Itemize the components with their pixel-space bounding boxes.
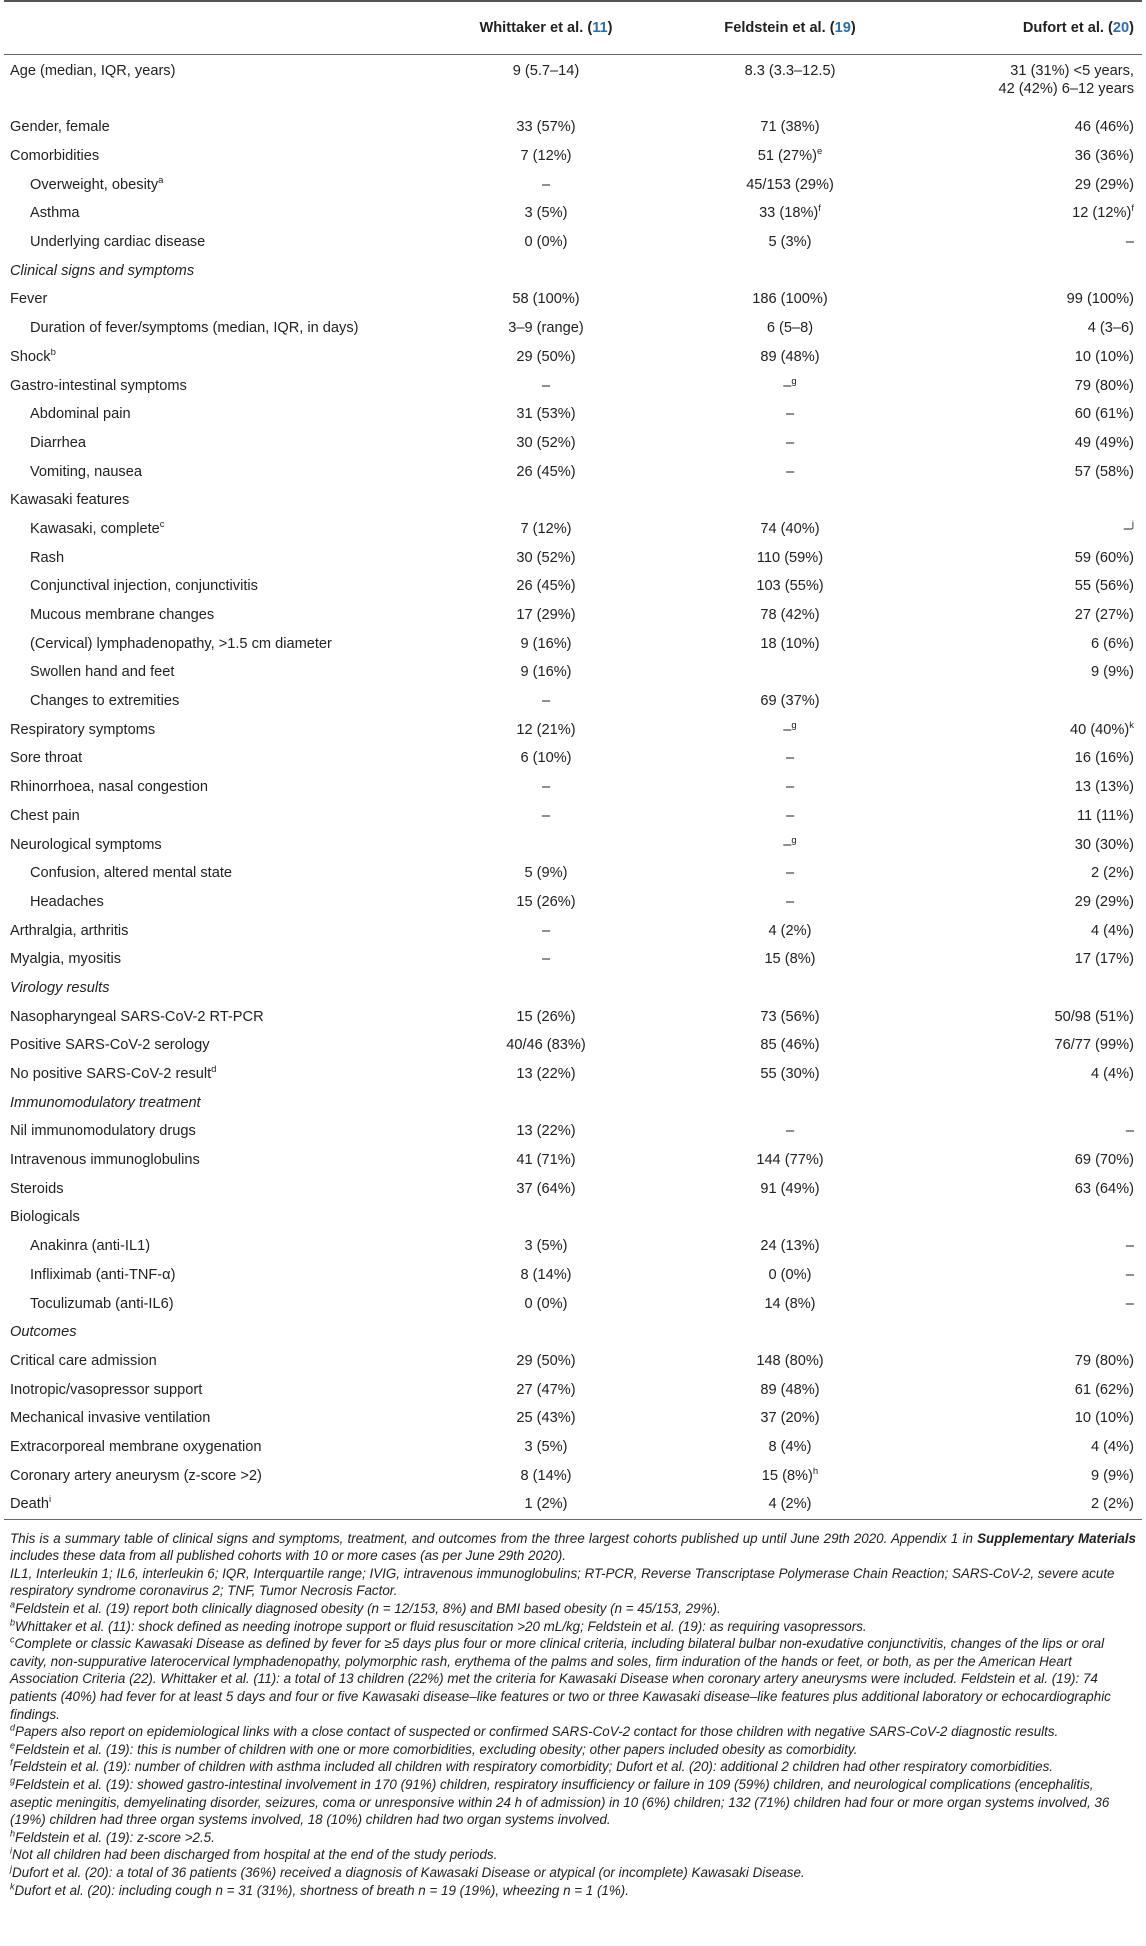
footnote-marker: g <box>791 834 797 846</box>
cell-dufort: – <box>1125 1123 1134 1140</box>
cell-feldstein: 103 (55%) <box>756 578 824 595</box>
table-row <box>4 228 1142 257</box>
row-label: Changes to extremities <box>30 693 180 710</box>
table-row <box>4 515 1142 544</box>
cell-whittaker: 41 (71%) <box>516 1152 576 1169</box>
footnote-marker: f <box>1131 203 1134 215</box>
row-label: Kawasaki features <box>10 492 130 509</box>
cell-dufort: 4 (4%) <box>1091 922 1134 939</box>
row-label: Sore throat <box>10 750 83 767</box>
table-row <box>4 1060 1142 1089</box>
cell-dufort: 61 (62%) <box>1074 1381 1134 1398</box>
cell-whittaker: 30 (52%) <box>516 549 576 566</box>
cell-feldstein: – <box>785 463 795 480</box>
row-label: Inotropic/vasopressor support <box>10 1381 203 1398</box>
cell-feldstein: – <box>785 865 795 882</box>
cell-feldstein: 24 (13%) <box>760 1238 820 1255</box>
cell-dufort: 4 (3–6) <box>1087 320 1134 337</box>
cell-feldstein: 8.3 (3.3–12.5) <box>744 63 836 79</box>
table-row <box>4 314 1142 343</box>
header-whittaker: Whittaker et al. (11) <box>424 1 668 55</box>
cell-dufort: 63 (64%) <box>1074 1180 1134 1197</box>
footnote-marker: g <box>791 719 797 731</box>
cell-whittaker: 3–9 (range) <box>508 320 584 337</box>
header-empty <box>4 1 424 55</box>
cell-dufort <box>912 687 1142 716</box>
cell-feldstein: 6 (5–8) <box>766 320 814 337</box>
row-label: Gastro-intestinal symptoms <box>10 377 187 394</box>
cell-dufort: 40 $(40\%)^k$ <box>1070 719 1134 738</box>
cell-whittaker: 58 (100%) <box>512 291 580 308</box>
footnote: $^a$Feldstein et al. (19) report both clinically diagnosed obesity (n = 12/153, 8%) and BMI based obesity (n = 45/153, 29%). <box>10 1599 721 1617</box>
cell-dufort: – <box>1125 234 1134 251</box>
cell-feldstein: 45/153 (29%) <box>746 176 834 193</box>
cell-feldstein: 78 (42%) <box>760 607 820 624</box>
cell-dufort <box>912 1203 1142 1232</box>
cell-dufort: 36 (36%) <box>1074 148 1134 165</box>
footnote: $^e$Feldstein et al. (19): this is number of children with one or more comorbidities, excluding obesity; other papers included obesity as comorbidity. <box>10 1740 858 1757</box>
cell-whittaker: 26 (45%) <box>516 463 576 480</box>
section-heading: Virology results <box>10 979 110 996</box>
table-row <box>4 629 1142 658</box>
row-label: Steroids <box>10 1180 64 1197</box>
cell-feldstein: – <box>785 406 795 423</box>
header-dufort: Dufort et al. (20) <box>912 1 1142 55</box>
ref-link[interactable]: 20 <box>1112 20 1130 36</box>
cell-dufort: 99 (100%) <box>1066 291 1134 308</box>
section-heading: Outcomes <box>10 1324 77 1341</box>
row-label: Arthralgia, arthritis <box>10 922 129 939</box>
cell-dufort: 4 (4%) <box>1091 1066 1134 1083</box>
footnote: $^d$Papers also report on epidemiological links with a close contact of suspected or confirmed SARS-CoV-2 contact for those children with negative SARS-CoV-2 diagnostic results. <box>10 1722 1059 1740</box>
cell-dufort: 50/98 (51%) <box>1054 1008 1134 1025</box>
cell-dufort: 10 (10%) <box>1074 348 1134 365</box>
footnote: $^g$Feldstein et al. (19): showed gastro-intestinal involvement in 170 (91%) children, respiratory insufficiency or failure in 109 (59%) children, and neurological complications (encephalitis, aseptic meningitis, demyelinating disorder, seizures, coma or unresponsive within 24 h of admission) in 10 (6%) children; 132 (71%) children had four or more organ systems involved, 36 (19%) children had three organ systems involved, 18 (10%) children had two organ systems involved. <box>10 1775 1110 1828</box>
footnote: $^k$Dufort et al. (20): including cough n = 31 (31%), shortness of breath n = 19 (19%), wheezing n = 1 (1%). <box>10 1881 629 1898</box>
row-label: Rhinorrhoea, nasal congestion <box>10 779 208 796</box>
row-label: Abdominal pain <box>30 406 131 423</box>
cell-feldstein <box>668 974 912 1003</box>
cell-whittaker: 0 (0%) <box>524 234 568 251</box>
table-row <box>4 1203 1142 1232</box>
cell-whittaker: – <box>541 176 551 193</box>
footnote: $^f$Feldstein et al. (19): number of children with asthma included all children with respiratory comorbidity; Dufort et al. (20): additional 2 children had other respiratory comorbidities. <box>10 1757 1054 1775</box>
cell-dufort: 49 (49%) <box>1074 434 1134 451</box>
footnote-marker: h <box>812 1465 819 1477</box>
cell-feldstein: – <box>785 807 795 824</box>
cell-dufort: 6 (6%) <box>1091 635 1134 652</box>
cell-feldstein: 0 (0%) <box>768 1266 812 1283</box>
cell-whittaker: 33 (57%) <box>516 119 576 136</box>
cell-dufort <box>912 1318 1142 1347</box>
cell-feldstein: 4 (2%) <box>768 922 812 939</box>
table-row <box>4 1347 1142 1376</box>
cell-feldstein: 55 (30%) <box>760 1066 820 1083</box>
row-label: Intravenous immunoglobulins <box>10 1152 200 1169</box>
cell-feldstein: 69 (37%) <box>760 693 820 710</box>
cell-dufort: – <box>1125 1266 1134 1283</box>
footnote-marker: b <box>50 346 56 358</box>
cell-dufort: 46 (46%) <box>1074 119 1134 136</box>
cell-feldstein: 37 (20%) <box>760 1410 820 1427</box>
cell-feldstein: 33 $(18\%)^f$ <box>759 203 821 222</box>
cell-dufort: 2 (2%) <box>1091 865 1134 882</box>
cell-feldstein: 51 $(27\%)^e$ <box>757 146 823 165</box>
footnote: $^c$Complete or classic Kawasaki Disease as defined by fever for ≥5 days plus four or more clinical criteria, including bilateral bulbar non-exudative conjunctivitis, changes of the lips or oral cavity, non-suppurative laterocervical lymphadenopathy, polymorphic rash, erythema of the palms and soles, firm induration of the hands or feet, or both, as per the American Heart Association Criteria (22). Whittaker et al. (11): a total of 13 children (22%) met the criteria for Kawasaki Disease when coronary artery aneurysms were included. Feldstein et al. (19): 74 patients (40%) had fever for at least 5 days and four or five Kawasaki disease–like features or two or three Kawasaki disease–like features plus additional laboratory or echocardiographic findings. <box>10 1634 1111 1722</box>
footnote: $^h$Feldstein et al. (19): z-score >2.5. <box>10 1828 215 1845</box>
cell-feldstein: – <box>785 893 795 910</box>
row-label: Confusion, altered mental state <box>30 865 232 882</box>
table-row <box>4 1031 1142 1060</box>
row-label: Overweight, obesity$^a$ <box>30 174 164 193</box>
table-row <box>4 1490 1142 1519</box>
footnote-marker: j <box>1131 519 1134 531</box>
cell-dufort: 2 (2%) <box>912 1490 1142 1519</box>
cell-whittaker: 7 (12%) <box>520 148 572 165</box>
table-row <box>4 256 1142 285</box>
cell-dufort: 29 (29%) <box>1074 176 1134 193</box>
cell-whittaker: 31 (53%) <box>516 406 576 423</box>
row-label: Anakinra (anti-IL1) <box>30 1238 151 1255</box>
cell-dufort: 17 (17%) <box>1074 951 1134 968</box>
table-row <box>4 572 1142 601</box>
footnote-marker: a <box>158 174 164 186</box>
table-body <box>4 55 1142 1520</box>
table-row <box>4 1146 1142 1175</box>
table-row <box>4 802 1142 831</box>
cell-feldstein: 144 (77%) <box>756 1152 824 1169</box>
cell-dufort <box>912 256 1142 285</box>
cell-whittaker: 5 (9%) <box>524 865 568 882</box>
cell-whittaker: 13 (22%) <box>516 1066 576 1083</box>
cell-whittaker: 8 (14%) <box>520 1266 572 1283</box>
cell-whittaker: 15 (26%) <box>516 893 576 910</box>
row-label: (Cervical) lymphadenopathy, >1.5 cm diameter <box>30 635 332 652</box>
footnote-marker: e <box>816 146 823 158</box>
cell-whittaker <box>424 1318 668 1347</box>
row-label: Headaches <box>30 893 104 910</box>
table-row <box>4 543 1142 572</box>
row-label: Critical care admission <box>10 1352 157 1369</box>
cell-whittaker: 26 (45%) <box>516 578 576 595</box>
cell-feldstein <box>668 1318 912 1347</box>
cell-dufort <box>912 486 1142 515</box>
cell-whittaker <box>424 1203 668 1232</box>
footnotes-list <box>10 1600 1136 1899</box>
row-label: Mucous membrane changes <box>30 607 215 624</box>
footnote: $^i$Not all children had been discharged from hospital at the end of the study periods. <box>10 1845 498 1863</box>
abbreviations-note: IL1, Interleukin 1; IL6, interleukin 6; IQR, Interquartile range; IVIG, intravenous immunoglobulins; RT-PCR, Reverse Transcriptase Polymerase Chain Reaction; SARS-CoV-2, severe acute respiratory syndrome coronavirus 2; TNF, Tumor Necrosis Factor. <box>10 1565 1115 1599</box>
row-label: Neurological symptoms <box>10 836 162 853</box>
table-row <box>4 371 1142 400</box>
cell-whittaker: 25 (43%) <box>516 1410 576 1427</box>
cell-whittaker <box>424 486 668 515</box>
cell-feldstein: – <box>785 750 795 767</box>
table-row <box>4 1232 1142 1261</box>
table-row <box>4 1289 1142 1318</box>
table-row <box>4 773 1142 802</box>
table-row <box>4 486 1142 515</box>
cell-whittaker: 27 (47%) <box>516 1381 576 1398</box>
cell-feldstein: 89 (48%) <box>760 348 820 365</box>
cell-feldstein: 148 (80%) <box>756 1352 824 1369</box>
cell-whittaker: 7 (12%) <box>520 520 572 537</box>
table-row <box>4 658 1142 687</box>
cell-dufort: 10 (10%) <box>1074 1410 1134 1427</box>
row-label: Toculizumab (anti-IL6) <box>30 1295 174 1312</box>
table-row <box>4 974 1142 1003</box>
table-row <box>4 429 1142 458</box>
cell-dufort <box>912 1088 1142 1117</box>
supplementary-link[interactable]: Supplementary Materials <box>977 1530 1137 1546</box>
table-notes <box>4 1530 1142 1899</box>
table-header-row <box>4 1 1142 55</box>
cell-feldstein: 4 (2%) <box>668 1490 912 1519</box>
cell-whittaker: 3 (5%) <box>524 205 568 222</box>
table-summary-note: This is a summary table of clinical signs and symptoms, treatment, and outcomes from the three largest cohorts published up until June 29th 2020. Appendix 1 in Supplementary Materials includes these data from all published cohorts with 10 or more cases (as per June 29th 2020). <box>10 1530 1137 1564</box>
cell-dufort: – <box>1125 1295 1134 1312</box>
row-label: Positive SARS-CoV-2 serology <box>10 1037 210 1054</box>
cell-whittaker: – <box>541 779 551 796</box>
cell-whittaker: – <box>541 693 551 710</box>
section-heading: Immunomodulatory treatment <box>10 1094 201 1111</box>
table-row <box>4 744 1142 773</box>
cell-whittaker <box>424 1088 668 1117</box>
row-label: Vomiting, nausea <box>30 463 142 480</box>
row-label: Nasopharyngeal SARS-CoV-2 RT-PCR <box>10 1008 264 1025</box>
table-row <box>4 343 1142 372</box>
footnote-marker: i <box>48 1494 52 1506</box>
cell-dufort <box>912 974 1142 1003</box>
section-heading: Clinical signs and symptoms <box>10 262 195 279</box>
row-label: Mechanical invasive ventilation <box>10 1410 211 1427</box>
cell-feldstein: 186 (100%) <box>752 291 828 308</box>
cell-feldstein: 71 (38%) <box>760 119 820 136</box>
table-row <box>4 170 1142 199</box>
cell-whittaker: 15 (26%) <box>516 1008 576 1025</box>
row-label: Rash <box>30 549 65 566</box>
row-label: Gender, female <box>10 119 110 136</box>
cell-feldstein <box>668 1203 912 1232</box>
table-row <box>4 687 1142 716</box>
cell-dufort: 29 (29%) <box>1074 893 1134 910</box>
cell-whittaker: 9 (16%) <box>520 635 572 652</box>
ref-link[interactable]: 11 <box>592 20 608 36</box>
cell-feldstein: 74 (40%) <box>760 520 820 537</box>
cell-whittaker: 0 (0%) <box>524 1295 568 1312</box>
cell-dufort: 27 (27%) <box>1074 607 1134 624</box>
cell-feldstein: –$^g$ <box>783 834 797 853</box>
cell-feldstein: 85 (46%) <box>760 1037 820 1054</box>
row-label: Diarrhea <box>30 434 86 451</box>
cell-feldstein <box>668 486 912 515</box>
cell-feldstein: 73 (56%) <box>760 1008 820 1025</box>
cell-feldstein: 15 $(8\%)^h$ <box>761 1465 819 1484</box>
footnote: $^b$Whittaker et al. (11): shock defined as needing inotrope support or fluid resuscitation >20 mL/kg; Feldstein et al. (19): as requiring vasopressors. <box>10 1617 867 1634</box>
table-row <box>4 859 1142 888</box>
cell-dufort: 79 (80%) <box>1074 1352 1134 1369</box>
row-label: Kawasaki, complete$^c$ <box>30 519 165 537</box>
cell-dufort: –$^j$ <box>1123 519 1134 537</box>
cell-whittaker: 29 (50%) <box>516 1352 576 1369</box>
cell-whittaker: – <box>541 951 551 968</box>
table-row <box>4 1117 1142 1146</box>
cell-feldstein: 110 (59%) <box>756 549 824 566</box>
cell-feldstein: 15 (8%) <box>764 951 816 968</box>
cell-whittaker: – <box>541 807 551 824</box>
cell-dufort: 11 (11%) <box>1076 807 1134 824</box>
row-label: Comorbidities <box>10 148 100 165</box>
cell-dufort: 30 (30%) <box>1074 836 1134 853</box>
row-label: Extracorporeal membrane oxygenation <box>10 1438 262 1455</box>
table-row <box>4 1088 1142 1117</box>
row-label: Asthma <box>30 205 80 222</box>
row-label: Death$^i$ <box>4 1490 424 1519</box>
cell-whittaker: 9 (5.7–14) <box>512 63 580 79</box>
footnote-marker: c <box>159 519 165 531</box>
cell-whittaker <box>424 256 668 285</box>
cell-whittaker: 6 (10%) <box>520 750 572 767</box>
table-row <box>4 830 1142 859</box>
table-row <box>4 1318 1142 1347</box>
cell-feldstein: – <box>785 1123 795 1140</box>
table-row <box>4 400 1142 429</box>
cell-whittaker: 9 (16%) <box>520 664 572 681</box>
row-label: Conjunctival injection, conjunctivitis <box>30 578 258 595</box>
cell-feldstein: 5 (3%) <box>768 234 812 251</box>
table-row <box>4 457 1142 486</box>
row-label: Chest pain <box>10 807 80 824</box>
row-label: Biologicals <box>10 1209 80 1226</box>
table-row <box>4 285 1142 314</box>
cell-whittaker: 37 (64%) <box>516 1180 576 1197</box>
cell-whittaker: 3 (5%) <box>524 1438 568 1455</box>
cell-whittaker: 30 (52%) <box>516 434 576 451</box>
footnote-marker: f <box>818 203 821 215</box>
table-row <box>4 1002 1142 1031</box>
table-row <box>4 142 1142 171</box>
cohort-comparison-table <box>4 0 1142 1520</box>
cell-dufort: 55 (56%) <box>1074 578 1134 595</box>
table-row <box>4 888 1142 917</box>
cell-dufort: 60 (61%) <box>1074 406 1134 423</box>
row-label: Age (median, IQR, years) <box>10 63 176 79</box>
table-row <box>4 945 1142 974</box>
table-row <box>4 1461 1142 1490</box>
cell-dufort: 31 (31%) <5 years, 42 (42%) 6–12 years <box>998 63 1134 97</box>
cell-dufort: 69 (70%) <box>1074 1152 1134 1169</box>
table-row <box>4 113 1142 142</box>
cell-feldstein: 8 (4%) <box>768 1438 812 1455</box>
cell-dufort: 76/77 (99%) <box>1054 1037 1134 1054</box>
cell-whittaker <box>424 830 668 859</box>
cell-feldstein: – <box>785 434 795 451</box>
row-label: Nil immunomodulatory drugs <box>10 1123 196 1140</box>
table-row <box>4 601 1142 630</box>
cell-whittaker: 40/46 (83%) <box>506 1037 586 1054</box>
row-label: No positive SARS-CoV-2 result$^d$ <box>10 1064 217 1083</box>
cell-whittaker: – <box>541 922 551 939</box>
row-label: Infliximab (anti-TNF-α) <box>30 1266 176 1283</box>
cell-feldstein <box>668 658 912 687</box>
row-label: Shock$^b$ <box>10 346 56 365</box>
cell-feldstein: – <box>785 779 795 796</box>
cell-dufort: – <box>1125 1238 1134 1255</box>
table-row <box>4 1174 1142 1203</box>
row-label: Respiratory symptoms <box>10 721 156 738</box>
cell-feldstein <box>668 1088 912 1117</box>
cell-dufort: 59 (60%) <box>1074 549 1134 566</box>
cell-dufort: 13 (13%) <box>1074 779 1134 796</box>
cell-feldstein: 91 (49%) <box>760 1180 820 1197</box>
cell-dufort: 57 (58%) <box>1074 463 1134 480</box>
row-label: Myalgia, myositis <box>10 951 122 968</box>
row-label: Swollen hand and feet <box>30 664 175 681</box>
cell-dufort: 16 (16%) <box>1074 750 1134 767</box>
cell-whittaker: 8 (14%) <box>520 1467 572 1484</box>
footnote-marker: k <box>1129 719 1134 731</box>
cell-whittaker: 12 (21%) <box>516 721 576 738</box>
cell-feldstein: –$^g$ <box>783 375 797 394</box>
table-row <box>4 1261 1142 1290</box>
cell-dufort: 12 $(12\%)^f$ <box>1072 203 1134 222</box>
cell-dufort: 9 (9%) <box>1091 1467 1134 1484</box>
row-label: Underlying cardiac disease <box>30 234 206 251</box>
row-label: Coronary artery aneurysm (z-score >2) <box>10 1467 262 1484</box>
footnote-marker: g <box>791 375 797 387</box>
cell-whittaker: 17 (29%) <box>516 607 576 624</box>
cell-whittaker: 29 (50%) <box>516 348 576 365</box>
footnote-marker: d <box>211 1064 217 1076</box>
footnote: $^j$Dufort et al. (20): a total of 36 patients (36%) received a diagnosis of Kawasaki Disease or atypical (or incomplete) Kawasaki Disease. <box>10 1863 805 1880</box>
table-row <box>4 1433 1142 1462</box>
cell-dufort: 9 (9%) <box>1091 664 1134 681</box>
cell-whittaker: 1 (2%) <box>424 1490 668 1519</box>
cell-feldstein: –$^g$ <box>783 719 797 738</box>
cell-whittaker <box>424 974 668 1003</box>
cell-whittaker: 3 (5%) <box>524 1238 568 1255</box>
cell-dufort: 79 (80%) <box>1074 377 1134 394</box>
row-label: Duration of fever/symptoms (median, IQR, in days) <box>30 320 359 337</box>
cell-feldstein: 18 (10%) <box>760 635 820 652</box>
header-feldstein: Feldstein et al. (19) <box>668 1 912 55</box>
cell-whittaker: – <box>541 377 551 394</box>
cell-whittaker: 13 (22%) <box>516 1123 576 1140</box>
cell-feldstein: 89 (48%) <box>760 1381 820 1398</box>
row-label: Fever <box>10 291 48 308</box>
table-row <box>4 916 1142 945</box>
table-row <box>4 199 1142 228</box>
cell-feldstein: 14 (8%) <box>764 1295 816 1312</box>
ref-link[interactable]: 19 <box>834 20 851 36</box>
cell-feldstein <box>668 256 912 285</box>
table-row <box>4 1404 1142 1433</box>
table-row <box>4 715 1142 744</box>
table-row <box>4 1375 1142 1404</box>
cell-dufort: 4 (4%) <box>1091 1438 1134 1455</box>
table-row <box>4 55 1142 114</box>
